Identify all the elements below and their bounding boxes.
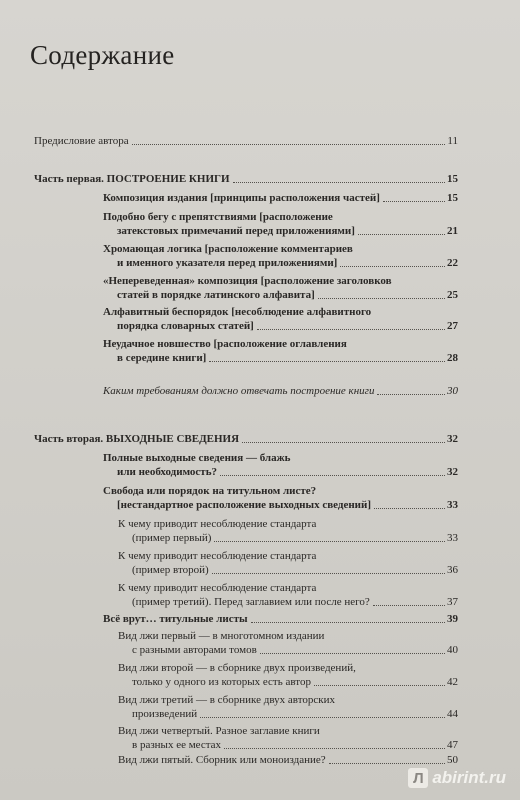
dot-leader (200, 717, 445, 718)
toc-entry (118, 693, 458, 721)
toc-page-number: 40 (447, 644, 458, 656)
toc-entry (118, 629, 458, 657)
toc-entry-title: К чему приводит несоблюдение стандарта (118, 550, 317, 562)
toc-entry-title: Вид лжи второй — в сборнике двух произведений, (118, 662, 356, 674)
toc-entry-title: К чему приводит несоблюдение стандарта (118, 582, 317, 594)
toc-entry-subtitle: [нестандартное расположение выходных сведений] (117, 499, 372, 511)
toc-entry (103, 484, 458, 512)
toc-page-number: 37 (447, 596, 458, 608)
dot-leader (260, 653, 445, 654)
toc-entry-subtitle: (пример второй) (132, 564, 209, 576)
toc-page-number: 32 (447, 466, 458, 478)
toc-entry-subtitle: (пример первый) (132, 532, 212, 544)
toc-entry-subtitle: (пример третий). Перед заглавием или после него? (132, 596, 370, 608)
toc-page-number: 47 (447, 739, 458, 751)
toc-entry-title: Предисловие автора (34, 135, 129, 147)
toc-entry-title: Хромающая логика [расположение комментариев (103, 243, 353, 255)
dot-leader (132, 144, 446, 145)
toc-entry (103, 337, 458, 365)
toc-entry (118, 517, 458, 545)
toc-entry-title: Вид лжи первый — в многотомном издании (118, 630, 325, 642)
toc-page-number: 11 (447, 135, 458, 147)
dot-leader (233, 182, 445, 183)
toc-entry (118, 753, 458, 767)
toc-entry-subtitle: и именного указателя перед приложениями] (117, 257, 338, 269)
toc-page-number: 25 (447, 289, 458, 301)
toc-entry-subtitle: в середине книги] (117, 352, 207, 364)
dot-leader (209, 361, 445, 362)
toc-entry (118, 724, 458, 752)
toc-entry (34, 134, 458, 148)
toc-entry-title: Вид лжи четвертый. Разное заглавие книги (118, 725, 320, 737)
toc-entry-title: Часть вторая. ВЫХОДНЫЕ СВЕДЕНИЯ (34, 433, 240, 445)
toc-page-number: 33 (447, 532, 458, 544)
toc-page-number: 32 (447, 433, 458, 445)
dot-leader (374, 508, 445, 509)
toc-entry-title: Подобно бегу с препятствиями [расположение (103, 211, 333, 223)
toc-page-number: 21 (447, 225, 458, 237)
toc-entry (103, 305, 458, 333)
dot-leader (242, 442, 445, 443)
toc-page-number: 30 (447, 385, 458, 397)
toc-entry-title: Вид лжи пятый. Сборник или моноиздание? (118, 754, 326, 766)
toc-entry (103, 612, 458, 626)
toc-page-number: 27 (447, 320, 458, 332)
dot-leader (257, 329, 445, 330)
page-title: Содержание (30, 40, 175, 70)
watermark-text: abirint.ru (432, 768, 506, 787)
dot-leader (214, 541, 445, 542)
toc-page-number: 36 (447, 564, 458, 576)
toc-entry-subtitle: затекстовых примечаний перед приложениями] (117, 225, 355, 237)
dot-leader (212, 573, 445, 574)
toc-entry-title: Всё врут… титульные листы (103, 613, 248, 625)
toc-entry (118, 661, 458, 689)
dot-leader (329, 763, 445, 764)
toc-entry-subtitle: статей в порядке латинского алфавита] (117, 289, 315, 301)
toc-page-number: 42 (447, 676, 458, 688)
toc-entry-subtitle: в разных ее местах (132, 739, 222, 751)
dot-leader (314, 685, 445, 686)
toc-entry (103, 384, 458, 398)
toc-page-number: 22 (447, 257, 458, 269)
toc-entry-title: «Непереведенная» композиция [расположение заголовков (103, 275, 392, 287)
dot-leader (373, 605, 445, 606)
toc-entry (34, 172, 458, 186)
dot-leader (377, 394, 445, 395)
dot-leader (224, 748, 445, 749)
toc-entry (34, 432, 458, 446)
toc-entry-subtitle: только у одного из которых есть автор (132, 676, 311, 688)
toc-entry-title: Композиция издания [принципы расположения частей] (103, 192, 380, 204)
dot-leader (383, 201, 445, 202)
toc-entry (118, 581, 458, 609)
toc-entry (103, 274, 458, 302)
toc-entry (103, 191, 458, 205)
toc-entry (103, 242, 458, 270)
dot-leader (220, 475, 445, 476)
toc-entry-title: К чему приводит несоблюдение стандарта (118, 518, 317, 530)
toc-entry-subtitle: произведений (132, 708, 198, 720)
dot-leader (358, 234, 445, 235)
toc-entry-title: Неудачное новшество [расположение оглавления (103, 338, 347, 350)
toc-entry (103, 451, 458, 479)
labirint-logo-icon: Л (408, 768, 428, 788)
watermark (408, 768, 506, 788)
toc-page-number: 28 (447, 352, 458, 364)
toc-page-number: 44 (447, 708, 458, 720)
toc-page-number: 50 (447, 754, 458, 766)
toc-page-number: 15 (447, 173, 458, 185)
dot-leader (251, 622, 445, 623)
toc-entry-title: Полные выходные сведения — блажь (103, 452, 291, 464)
toc-entry-title: Вид лжи третий — в сборнике двух авторских (118, 694, 335, 706)
toc-entry-title: Часть первая. ПОСТРОЕНИЕ КНИГИ (34, 173, 230, 185)
toc-entry-subtitle: или необходимость? (117, 466, 218, 478)
toc-page-number: 15 (447, 192, 458, 204)
dot-leader (340, 266, 445, 267)
toc-entry-title: Алфавитный беспорядок [несоблюдение алфавитного (103, 306, 372, 318)
dot-leader (318, 298, 445, 299)
toc-page-number: 33 (447, 499, 458, 511)
toc-page-number: 39 (447, 613, 458, 625)
toc-entry (118, 549, 458, 577)
toc-entry-subtitle: порядка словарных статей] (117, 320, 254, 332)
toc-entry-subtitle: с разными авторами томов (132, 644, 257, 656)
toc-entry (103, 210, 458, 238)
toc-entry-title: Каким требованиям должно отвечать построение книги (103, 385, 375, 397)
toc-entry-title: Свобода или порядок на титульном листе? (103, 485, 317, 497)
